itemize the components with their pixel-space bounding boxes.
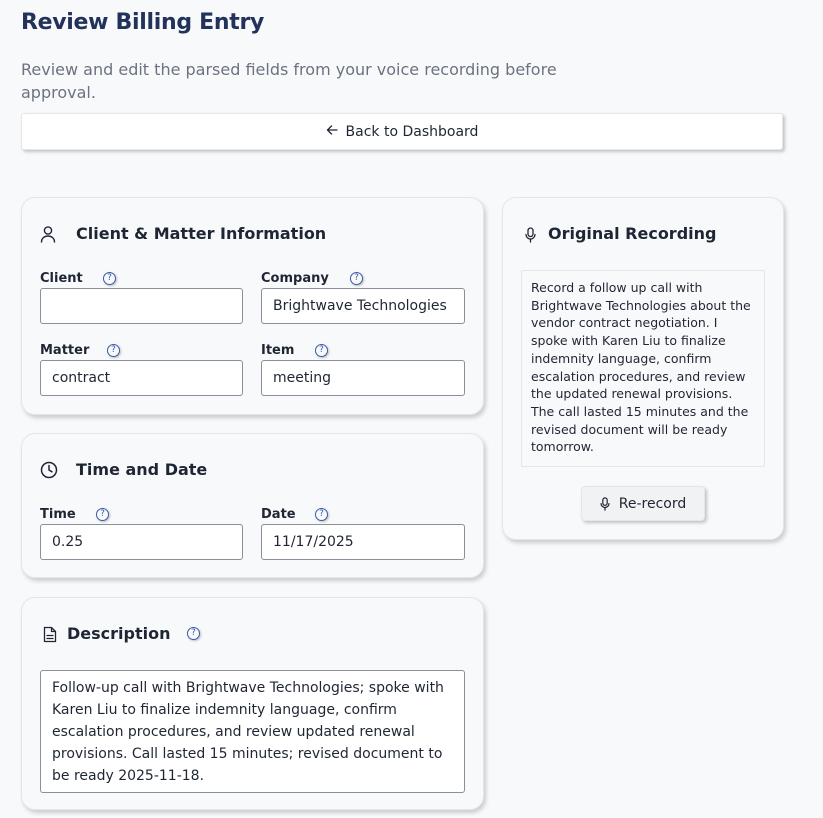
recording-transcript: Record a follow up call with Brightwave Technologies about the vendor contract negotiation. I spoke with Karen Liu to finalize indemnity language, confirm escalation procedures, and review the updated renewal provisions. The call lasted 15 minutes and the revised document will be ready tomorrow. (521, 270, 765, 467)
client-matter-card (21, 197, 484, 415)
help-icon[interactable]: ? (96, 508, 109, 521)
client-matter-title: Client & Matter Information (76, 224, 327, 243)
document-icon (43, 626, 57, 643)
back-to-dashboard-button[interactable] (21, 113, 783, 150)
rerecord-button-label: Re-record (618, 495, 687, 512)
microphone-icon (525, 227, 536, 243)
description-title: Description (67, 624, 171, 643)
original-recording-card (502, 197, 784, 540)
item-label: Item (261, 343, 295, 358)
microphone-icon (600, 497, 610, 511)
original-recording-title: Original Recording (548, 224, 717, 243)
description-card (21, 597, 484, 810)
matter-label: Matter (40, 343, 90, 358)
back-button-label: Back to Dashboard (345, 123, 479, 140)
date-input[interactable] (261, 524, 465, 560)
date-label: Date (261, 507, 296, 522)
arrow-left-icon (326, 124, 338, 140)
item-input[interactable] (261, 360, 465, 396)
clock-icon (40, 461, 58, 479)
client-label: Client (40, 271, 83, 286)
matter-input[interactable] (40, 360, 243, 396)
time-date-card (21, 433, 484, 578)
company-label: Company (261, 271, 329, 286)
help-icon[interactable]: ? (107, 344, 120, 357)
rerecord-button[interactable] (581, 486, 705, 521)
page-subtitle: Review and edit the parsed fields from your voice recording before approval. (21, 60, 557, 102)
time-label: Time (40, 507, 76, 522)
client-input[interactable] (40, 288, 243, 324)
page-title: Review Billing Entry (21, 10, 265, 35)
company-input[interactable] (261, 288, 465, 324)
help-icon[interactable]: ? (315, 344, 328, 357)
description-textarea[interactable] (40, 670, 465, 793)
help-icon[interactable]: ? (103, 272, 116, 285)
time-input[interactable] (40, 524, 243, 560)
help-icon[interactable]: ? (187, 627, 200, 640)
help-icon[interactable]: ? (350, 272, 363, 285)
time-date-title: Time and Date (76, 460, 208, 479)
help-icon[interactable]: ? (315, 508, 328, 521)
user-icon (40, 225, 56, 243)
